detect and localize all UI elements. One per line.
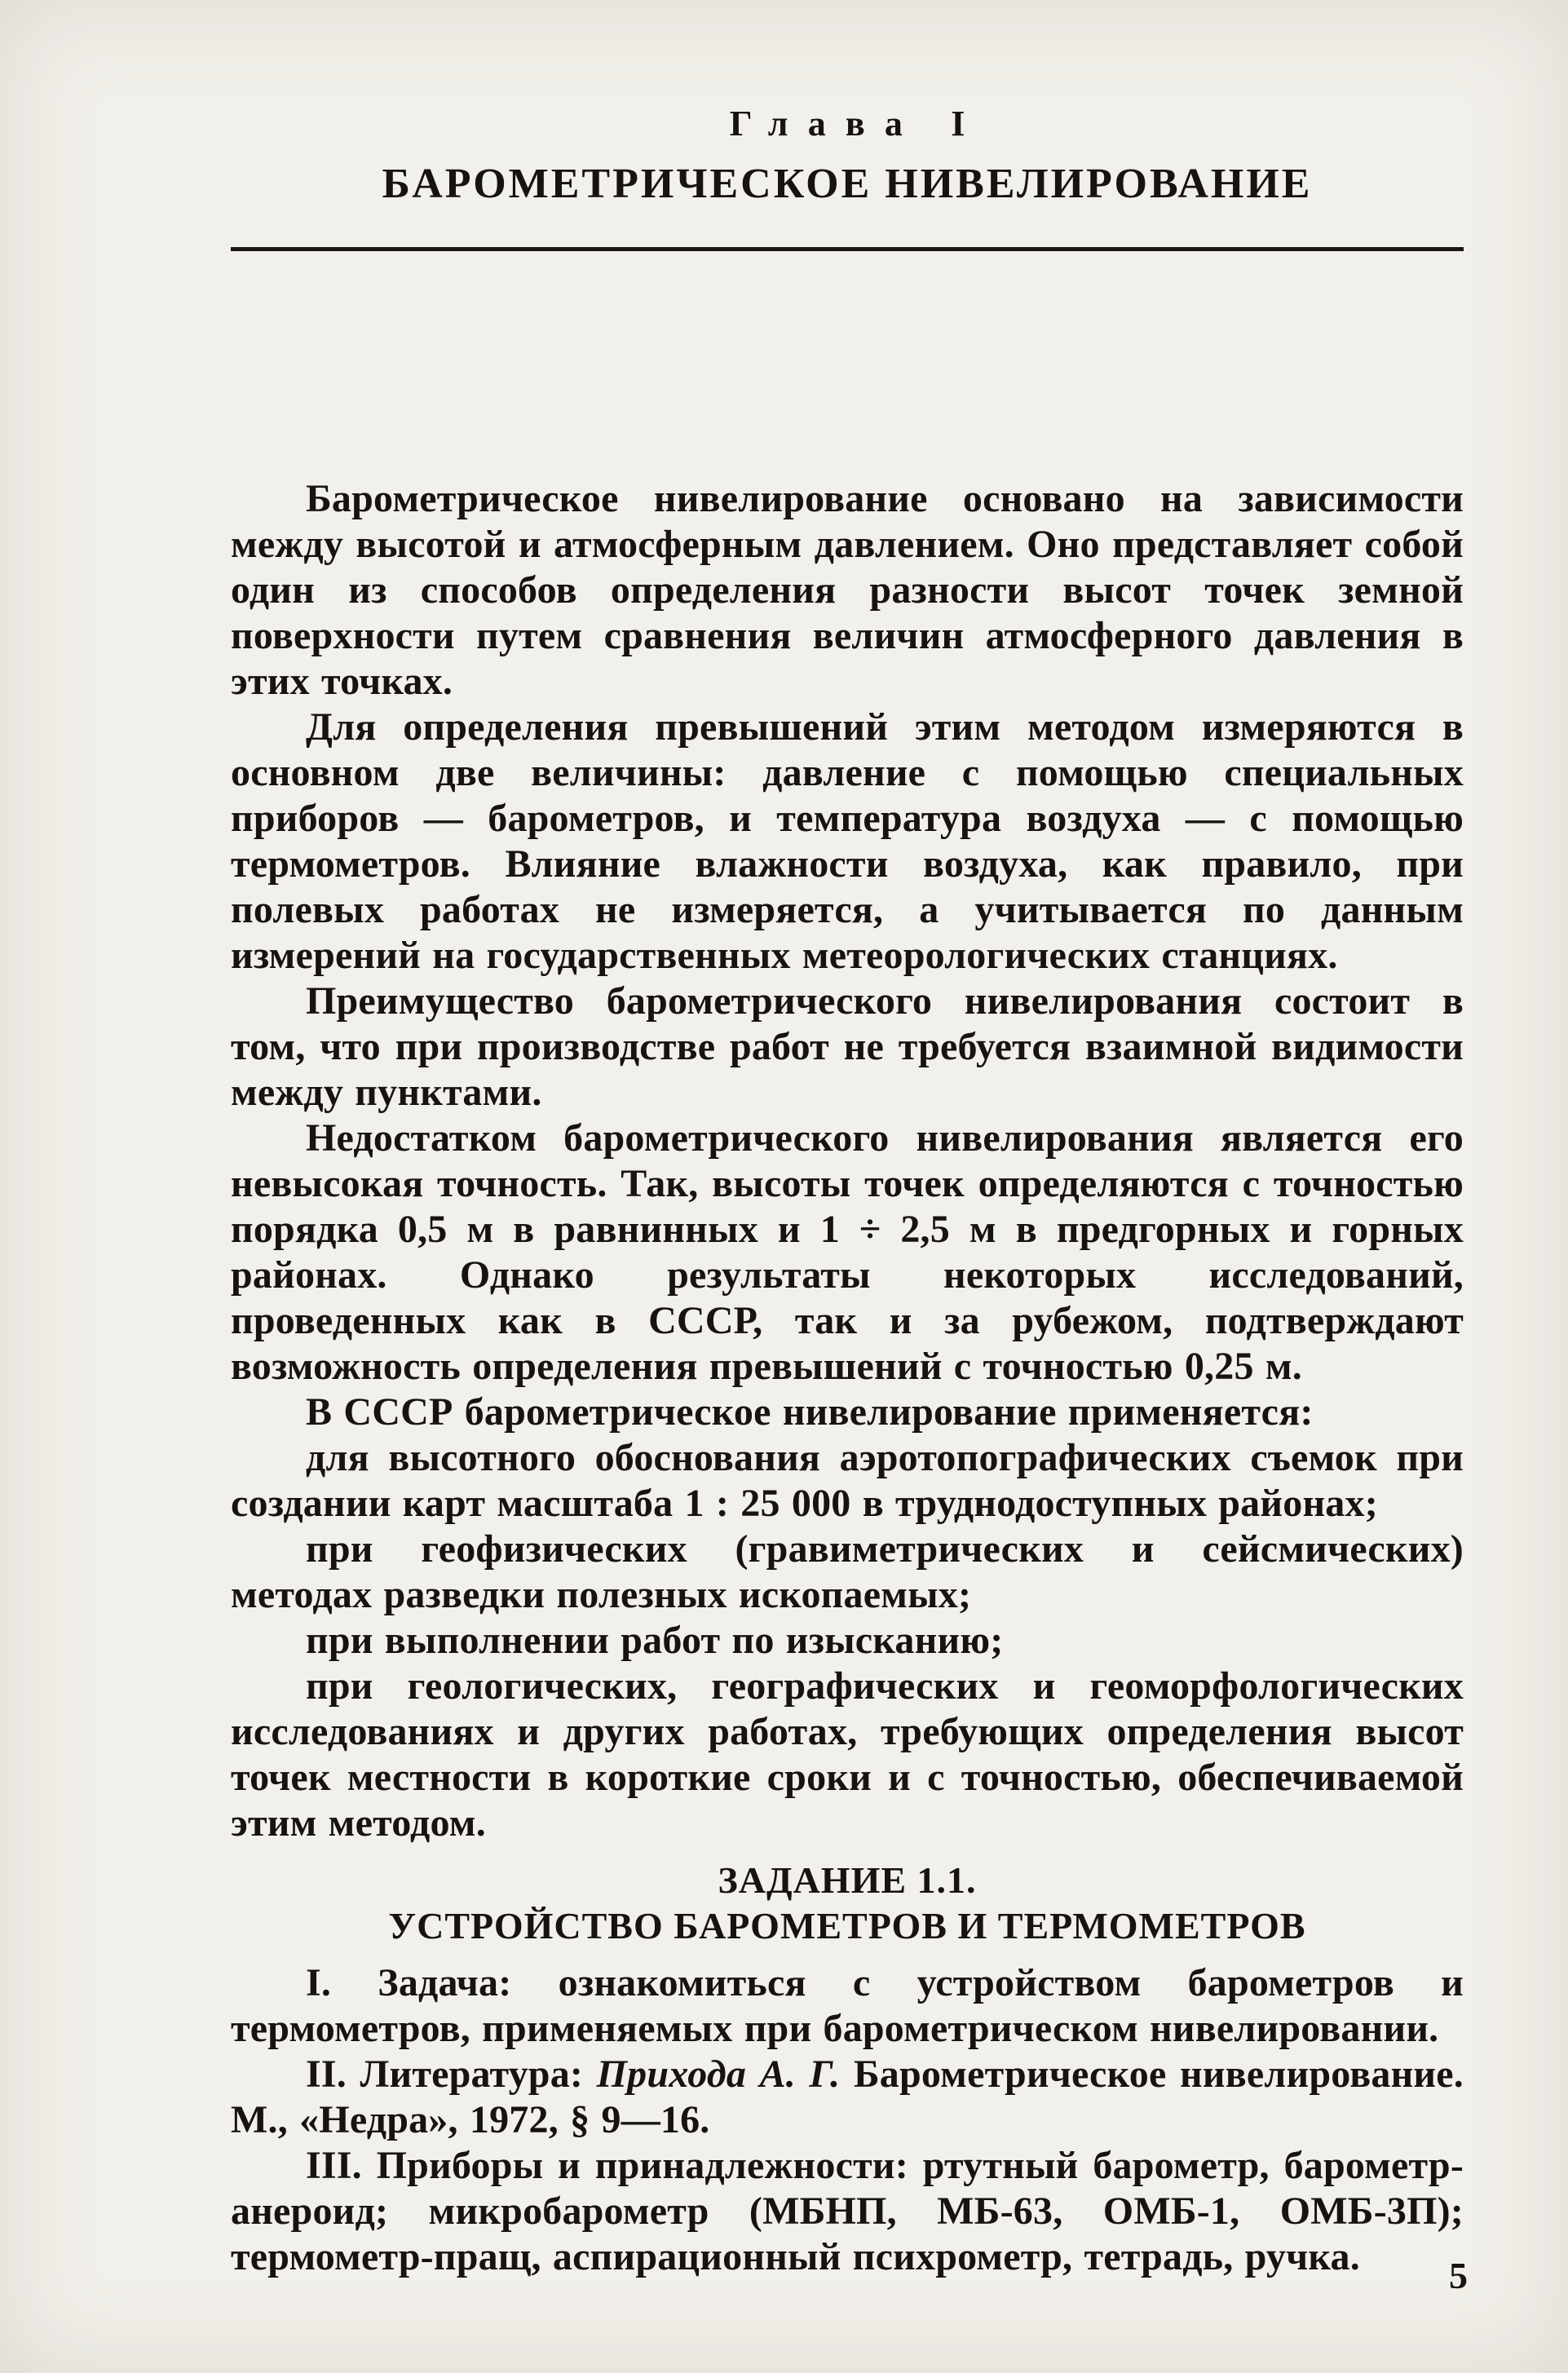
chapter-label: Глава I [729,104,985,144]
paragraph-task: I. Задача: ознакомиться с устройством барометров и термометров, применяемых при барометрическом нивелировании. [231,1961,1464,2051]
paragraph: Недостатком барометрического нивелирования является его невысокая точность. Так, высоты точек определяются с точностью порядка 0,5 м в равнинных и 1 ÷ 2,5 м в предгорных и горных районах. Однако результаты некоторых исследований, проведенных как в СССР, так и за рубежом, подтверждают возможность определения превышений с точностью 0,25 м. [231,1116,1464,1389]
assignment-heading [231,1858,1464,1949]
assignment-label: ЗАДАНИЕ 1.1. [718,1859,977,1902]
paragraph: для высотного обоснования аэротопографических съемок при создании карт масштаба 1 : 25 000 в труднодоступных районах; [231,1436,1464,1526]
paragraph: при геофизических (гравиметрических и сейсмических) методах разведки полезных ископаемых; [231,1527,1464,1617]
paragraph-instruments: III. Приборы и принадлежности: ртутный барометр, барометр-анероид; микробарометр (МБНП, МБ-63, ОМБ-1, ОМБ-3П); термометр-пращ, аспирационный психрометр, тетрадь, ручка. [231,2144,1464,2279]
literature-prefix: II. Литература: [306,2053,597,2097]
literature-rest: Барометрическое нивелирование. М., «Недра», 1972, § 9—16. [231,2053,1464,2142]
paragraph-literature [231,2052,1464,2143]
body-text [231,476,1464,1846]
paragraph: Барометрическое нивелирование основано на зависимости между высотой и атмосферным давлением. Оно представляет собой один из способов определения разности высот точек земной поверхности путем сравнения величин атмосферного давления в этих точках. [231,477,1464,704]
assignment-text [231,1960,1464,2280]
text-column [231,0,1464,2280]
paragraph: при геологических, географических и геоморфологических исследованиях и других работах, требующих определения высот точек местности в короткие сроки и с точностью, обеспечиваемой этим методом. [231,1664,1464,1845]
title-rule [231,247,1464,251]
paragraph: при выполнении работ по изысканию; [306,1619,1004,1663]
paragraph: В СССР барометрическое нивелирование применяется: [306,1390,1314,1434]
page-number: 5 [1449,2255,1468,2296]
assignment-title: УСТРОЙСТВО БАРОМЕТРОВ И ТЕРМОМЕТРОВ [388,1905,1306,1947]
literature-author: Прихода А. Г. [596,2053,841,2097]
paragraph: Преимущество барометрического нивелирования состоит в том, что при производстве работ не требуется взаимной видимости между пунктами. [231,979,1464,1115]
chapter-title: БАРОМЕТРИЧЕСКОЕ НИВЕЛИРОВАНИЕ [382,160,1313,207]
paragraph: Для определения превышений этим методом измеряются в основном две величины: давление с помощью специальных приборов — барометров, и температура воздуха — с помощью термометров. Влияние влажности воздуха, как правило, при полевых работах не измеряется, а учитывается по данным измерений на государственных метеорологических станциях. [231,705,1464,978]
